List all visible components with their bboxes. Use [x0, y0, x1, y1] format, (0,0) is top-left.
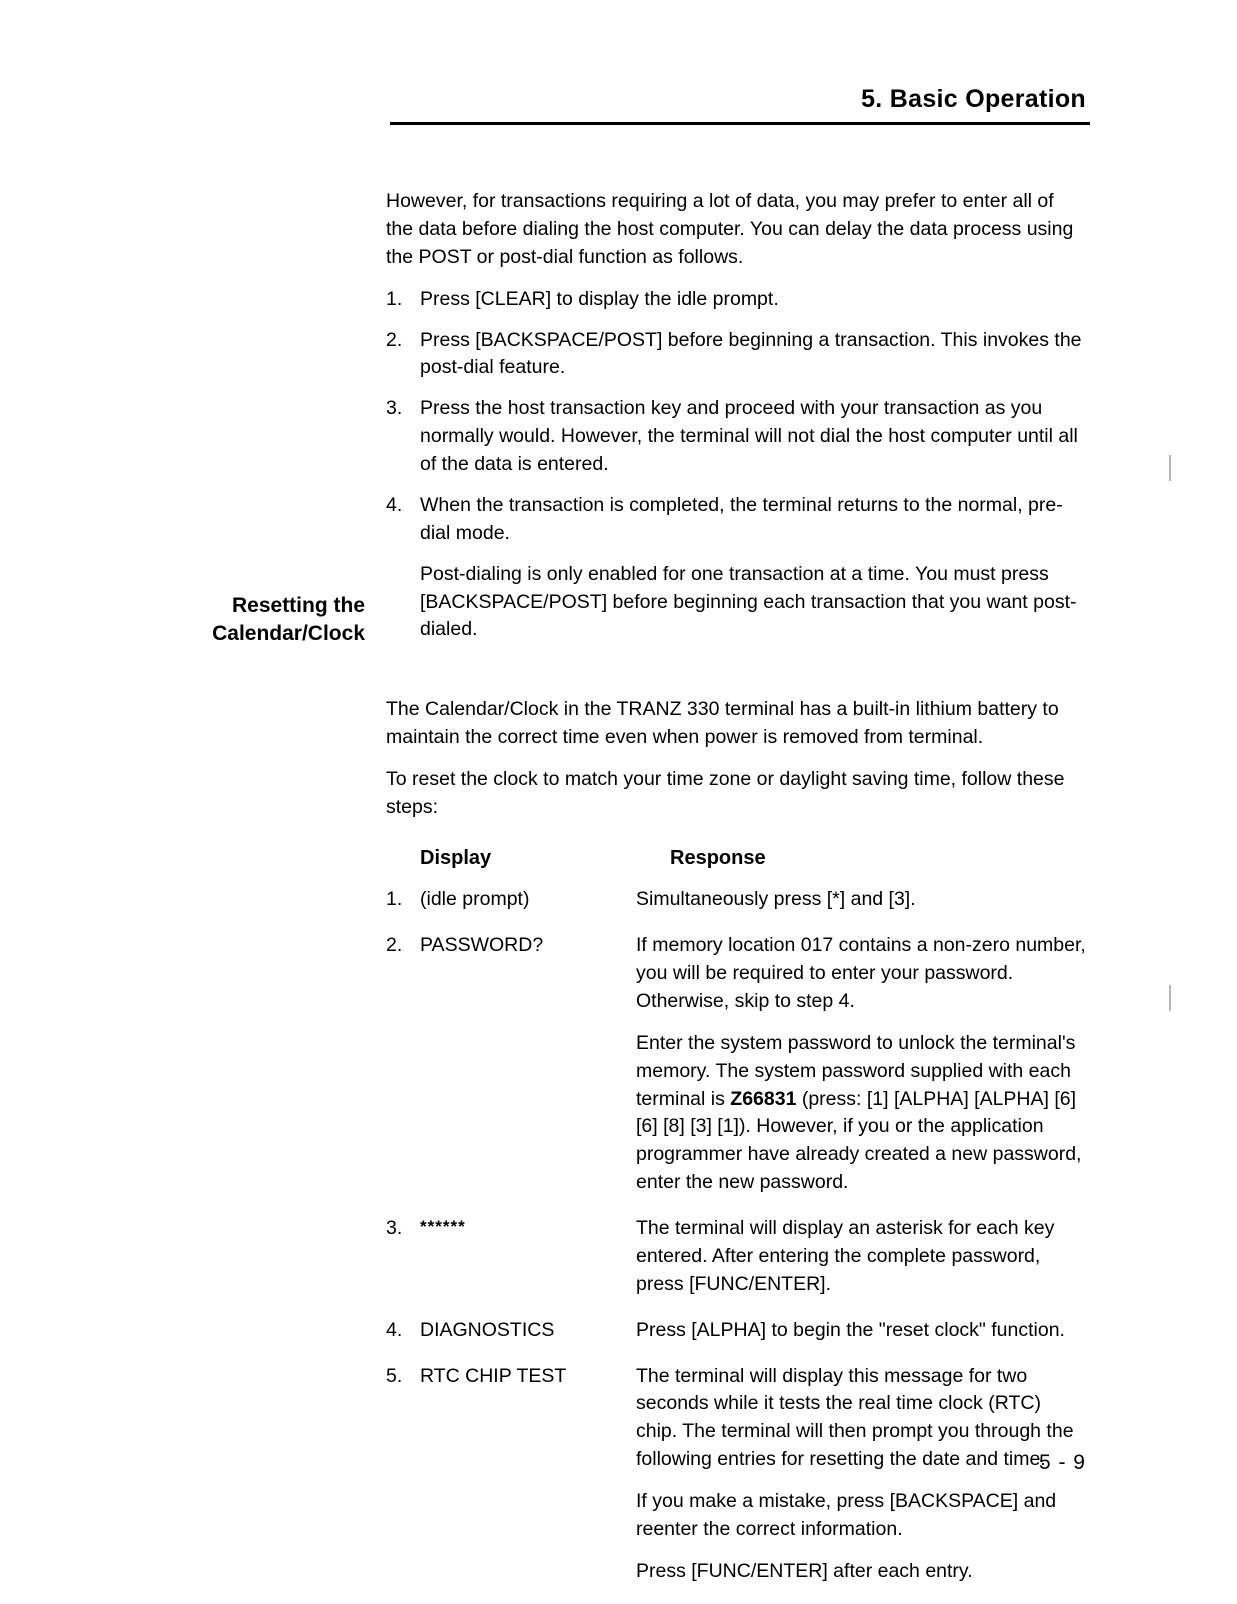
response-paragraph: Press [ALPHA] to begin the "reset clock" function. — [636, 1318, 1065, 1341]
response-paragraph: The terminal will display this message for two seconds while it tests the real time clock (RTC) chip. The terminal will then prompt you through the following entries for resetting the date and time. — [636, 1364, 1074, 1471]
list-item-number: 2. — [386, 328, 403, 351]
page-body — [386, 188, 1086, 1604]
list-item-number: 4. — [386, 493, 403, 516]
list-item — [386, 286, 1086, 314]
table-header-row — [386, 844, 1086, 873]
page-edge-mark — [1169, 455, 1171, 481]
list-item-number: 1. — [386, 287, 403, 310]
post-dial-note: Post-dialing is only enabled for one transaction at a time. You must press [BACKSPACE/POST] before beginning each transaction that you want post-dialed. — [420, 562, 1077, 641]
clock-paragraph-2: To reset the clock to match your time zone or daylight saving time, follow these steps: — [386, 768, 1065, 818]
response-cell — [636, 932, 1086, 1197]
list-item-text: Press [BACKSPACE/POST] before beginning a transaction. This invokes the post-dial feature. — [420, 328, 1082, 379]
side-heading-line-1: Resetting the — [231, 594, 365, 617]
clock-paragraph-1: The Calendar/Clock in the TRANZ 330 terminal has a built-in lithium battery to maintain the correct time even when power is removed from terminal. — [386, 698, 1059, 749]
row-number: 5. — [386, 1364, 403, 1387]
display-value: (idle prompt) — [420, 888, 530, 911]
list-item-text: When the transaction is completed, the terminal returns to the normal, pre-dial mode. — [420, 493, 1063, 544]
list-item — [386, 395, 1086, 479]
response-paragraph: Enter the system password to unlock the terminal's memory. The system password supplied with each terminal is Z66831 (press: [1] [ALPHA] [ALPHA] [6] [6] [8] [3] [1]). However, if you or the application programmer have already created a new password, enter the new password. — [636, 1031, 1082, 1194]
response-cell — [636, 886, 1086, 914]
list-item — [386, 327, 1086, 383]
header-divider — [390, 122, 1090, 125]
post-dial-steps — [386, 286, 1086, 645]
row-number: 3. — [386, 1217, 403, 1240]
response-paragraph: Simultaneously press [*] and [3]. — [636, 888, 916, 911]
side-heading-line-2: Calendar/Clock — [212, 621, 365, 645]
list-item-text: Press [CLEAR] to display the idle prompt. — [420, 287, 779, 310]
table-row — [386, 1215, 1086, 1299]
table-row — [386, 1317, 1086, 1345]
response-paragraph: Press [FUNC/ENTER] after each entry. — [636, 1559, 973, 1582]
system-password-value: Z66831 — [730, 1087, 797, 1110]
response-cell — [636, 1317, 1086, 1345]
section-side-heading — [160, 592, 365, 647]
response-paragraph: The terminal will display an asterisk for each key entered. After entering the complete password, press [FUNC/ENTER]. — [636, 1217, 1055, 1295]
display-value: ****** — [420, 1217, 466, 1237]
list-item-number: 3. — [386, 397, 403, 420]
column-header-display: Display — [420, 846, 492, 869]
display-value: DIAGNOSTICS — [420, 1318, 555, 1341]
page-number: 5 - 9 — [1038, 1451, 1086, 1474]
list-item — [386, 492, 1086, 548]
page-edge-mark — [1169, 985, 1171, 1011]
row-number: 2. — [386, 934, 403, 957]
row-number: 1. — [386, 888, 403, 911]
display-cell — [386, 886, 636, 914]
column-header-response: Response — [670, 846, 766, 869]
chapter-title: 5. Basic Operation — [861, 85, 1086, 113]
response-paragraph: If memory location 017 contains a non-zero number, you will be required to enter your password. Otherwise, skip to step 4. — [636, 934, 1086, 1012]
display-value: PASSWORD? — [420, 934, 544, 957]
page-header — [390, 85, 1090, 125]
row-number: 4. — [386, 1318, 403, 1341]
list-item-text: Press the host transaction key and proceed with your transaction as you normally would. However, the terminal will not dial the host computer until all of the data is entered. — [420, 397, 1078, 475]
page-footer — [0, 1451, 1086, 1475]
display-value: RTC CHIP TEST — [420, 1364, 567, 1387]
display-cell — [386, 1317, 636, 1345]
table-row — [386, 932, 1086, 1197]
response-cell — [636, 1215, 1086, 1299]
display-cell — [386, 932, 636, 1197]
intro-paragraph: However, for transactions requiring a lot of data, you may prefer to enter all of the data before dialing the host computer. You can delay the data process using the POST or post-dial function as follows. — [386, 190, 1074, 268]
display-cell — [386, 1215, 636, 1299]
response-paragraph: If you make a mistake, press [BACKSPACE] and reenter the correct information. — [636, 1490, 1057, 1540]
table-row — [386, 886, 1086, 914]
